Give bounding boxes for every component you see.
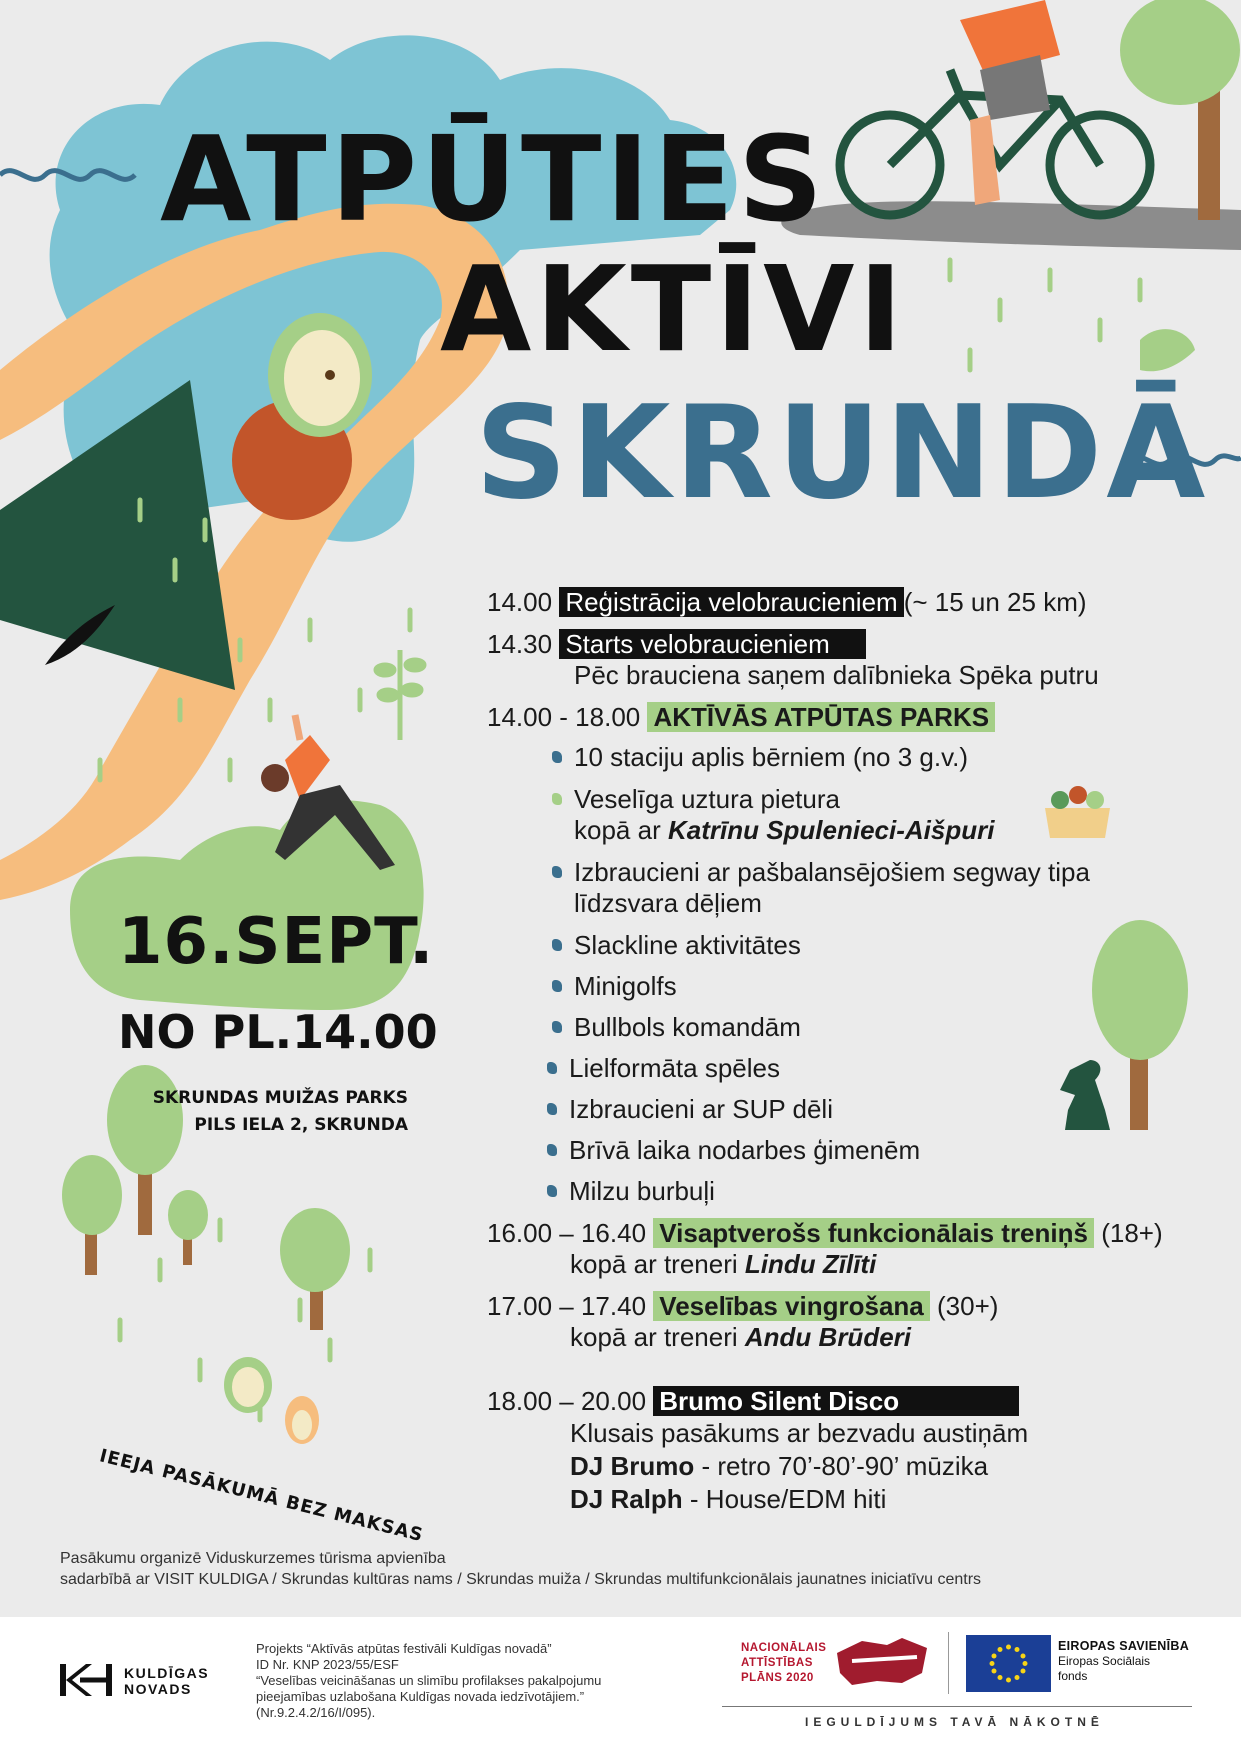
bullet-icon [552,939,562,951]
schedule-training [487,1216,1163,1250]
park-item: 10 staciju aplis bērniem (no 3 g.v.) [552,740,968,774]
eu-flag-icon [966,1635,1051,1692]
schedule-start [487,627,866,661]
cyclist-illustration [960,0,1060,205]
park-item: Izbraucieni ar SUP dēli [547,1092,833,1126]
investment-slogan: IEGULDĪJUMS TAVĀ NĀKOTNĒ [805,1715,1104,1729]
plant-sprig-icon [376,650,424,740]
training-trainer: kopā ar treneri Lindu Zīlīti [570,1249,877,1279]
organizers [60,1548,981,1590]
gym-label: Veselības vingrošana [653,1291,929,1321]
schedule-registration [487,585,1087,619]
park-time: 14.00 - 18.00 [487,702,641,732]
training-label: Visaptverošs funkcionālais treniņš [653,1218,1094,1248]
title-line-1: ATPŪTIES [160,110,827,248]
salad-bowl-icon [1045,786,1110,838]
eu-text: EIROPAS SAVIENĪBA Eiropas Sociālais fonds [1058,1639,1190,1683]
training-note: (18+) [1101,1218,1163,1248]
latvia-map-logo-icon [832,1633,932,1691]
park-item-with: kopā ar Katrīnu Spulenieci-Aišpuri [574,815,995,845]
bullet-icon [552,1021,562,1033]
start-time: 14.30 [487,629,553,659]
kuldiga-novads-text: KULDĪGAS NOVADS [124,1665,210,1697]
park-item: Minigolfs [552,969,677,1003]
schedule-disco [487,1384,1019,1418]
title-line-2: AKTĪVI [440,240,907,378]
project-info: Projekts “Aktīvās atpūtas festivāli Kuldīgas novadā” ID Nr. KNP 2023/55/ESF “Veselības veicināšanas un slimību profilakses pakalpojumu pieejamības uzlabošana Kuldīgas novada iedzīvotājiem.” (Nr.9.2.4.2/16/I/095). [256,1641,602,1720]
gym-trainer: kopā ar treneri Andu Brūderi [570,1322,911,1352]
bullet-icon [547,1103,557,1115]
bullet-icon [552,751,562,763]
leaf-icon [1140,329,1195,371]
park-item: Izbraucieni ar pašbalansējošiem segway tipa [552,855,1090,889]
event-date: 16.SEPT. [118,905,435,979]
park-item: Veselīga uztura pietura [552,782,840,816]
registration-note: (~ 15 un 25 km) [903,587,1087,617]
registration-time: 14.00 [487,587,553,617]
park-label: AKTĪVĀS ATPŪTAS PARKS [647,702,995,732]
park-item: Bullbols komandām [552,1010,801,1044]
disco-label: Brumo Silent Disco [653,1386,1019,1416]
bullet-icon [552,980,562,992]
event-time: NO PL.14.00 [118,1005,438,1059]
apple-pear-icons [224,1357,319,1444]
bullet-icon [547,1185,557,1197]
sprout-icon [552,793,562,805]
gym-note: (30+) [936,1291,999,1321]
chess-knight-icon [1060,1060,1110,1130]
dj-2: DJ Ralph - House/EDM hiti [570,1484,887,1514]
start-label: Starts velobraucieniem [559,629,865,659]
organizers-line-2: sadarbībā ar VISIT KULDIGA / Skrundas kultūras nams / Skrundas muiža / Skrundas multifunkcionālais jaunatnes iniciatīvu centrs [60,1571,982,1588]
start-note: Pēc brauciena saņem dalībnieka Spēka putru [574,660,1099,690]
park-item-cont: līdzsvara dēļiem [574,888,762,918]
footer-rule [722,1706,1192,1707]
park-item: Slackline aktivitātes [552,928,801,962]
footer-divider [948,1632,949,1694]
gym-time: 17.00 – 17.40 [487,1291,647,1321]
event-venue [150,1085,408,1139]
venue-line-1: SKRUNDAS MUIŽAS PARKS [152,1088,408,1108]
tree-top-right [1120,0,1240,220]
schedule-gym [487,1289,998,1323]
venue-line-2: PILS IELA 2, SKRUNDA [194,1115,408,1135]
bullet-icon [547,1062,557,1074]
title-line-3: SKRUNDĀ [475,379,1210,528]
bullet-icon [547,1144,557,1156]
organizers-line-1: Pasākumu organizē Viduskurzemes tūrisma apvienība [60,1550,446,1567]
nap-2020-text: NACIONĀLAIS ATTĪSTĪBAS PLĀNS 2020 [741,1642,827,1684]
dj-1: DJ Brumo - retro 70’-80’-90’ mūzika [570,1451,989,1481]
park-item: Brīvā laika nodarbes ģimenēm [547,1133,920,1167]
free-entry-note: IEEJA PASĀKUMĀ BEZ MAKSAS [97,1445,426,1547]
tree-right [1092,920,1188,1130]
park-item: Lielformāta spēles [547,1051,780,1085]
schedule-park [487,700,995,734]
training-time: 16.00 – 16.40 [487,1218,647,1248]
registration-label: Reģistrācija velobraucieniem [559,587,903,617]
disco-time: 18.00 – 20.00 [487,1386,647,1416]
kuldiga-logo-icon [58,1662,114,1698]
bullet-icon [552,866,562,878]
disco-note: Klusais pasākums ar bezvadu austiņām [570,1418,1029,1448]
park-item: Milzu burbuļi [547,1174,715,1208]
